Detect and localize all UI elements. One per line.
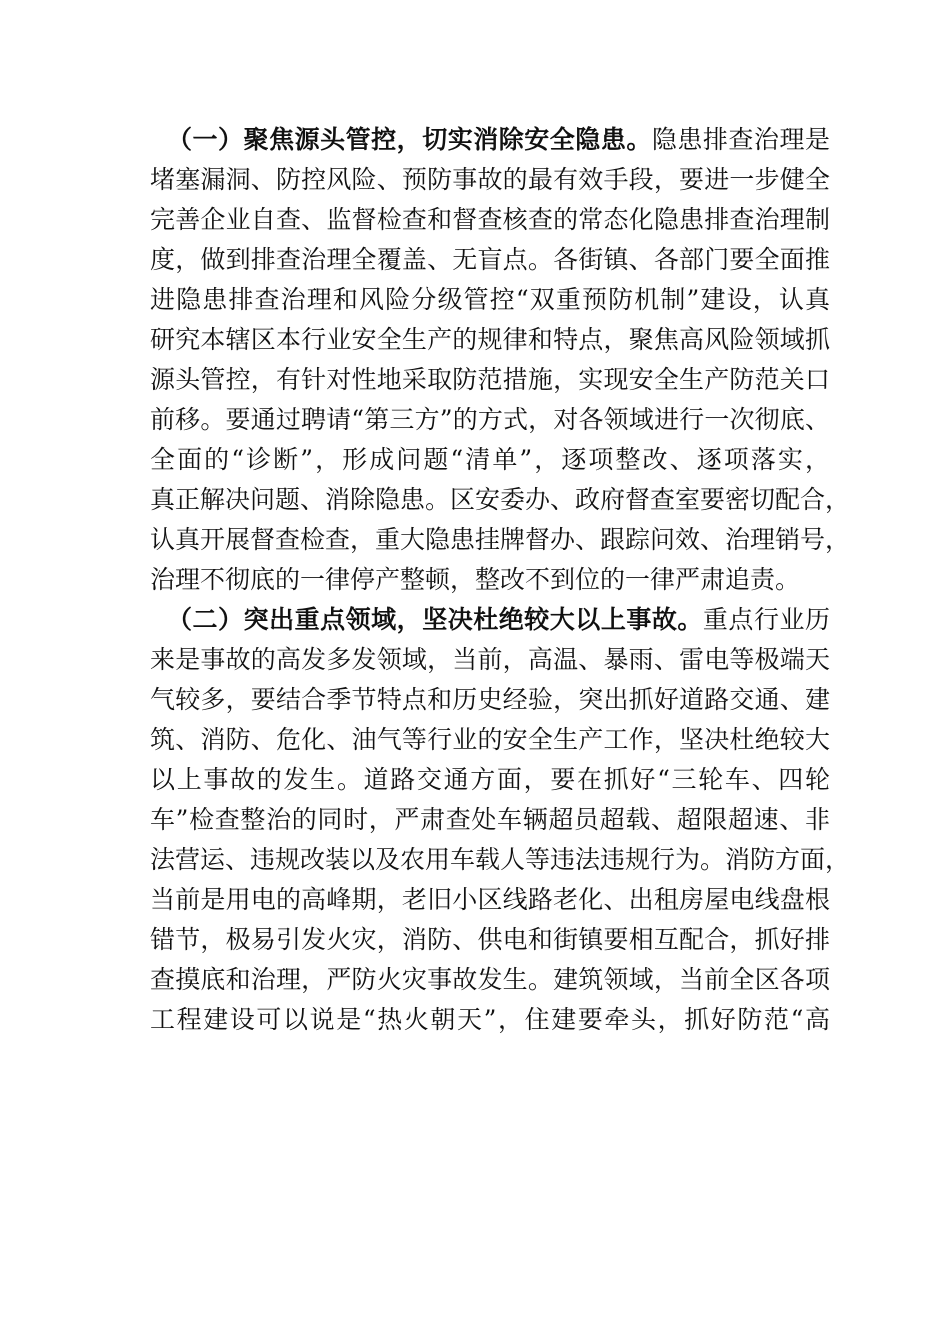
document-page (150, 120, 851, 1040)
text-line: 进隐患排查治理和风险分级管控“双重预防机制”建设，认真 (150, 285, 830, 314)
text-line: 研究本辖区本行业安全生产的规律和特点，聚焦高风险领域抓 (150, 325, 830, 354)
text-line: 当前是用电的高峰期，老旧小区线路老化、出租房屋电线盘根 (150, 885, 830, 914)
paragraph-section-1 (150, 120, 851, 600)
text-line: 法营运、违规改装以及农用车载人等违法违规行为。消防方面， (150, 845, 851, 874)
text-line: 以上事故的发生。道路交通方面，要在抓好“三轮车、四轮 (150, 765, 830, 794)
text-line: 治理不彻底的一律停产整顿，整改不到位的一律严肃追责。 (150, 565, 801, 594)
text-line: 源头管控，有针对性地采取防范措施，实现安全生产防范关口 (150, 365, 830, 394)
section-heading: （一）聚焦源头管控，切实消除安全隐患。 (167, 125, 652, 154)
paragraph-first-line (150, 120, 830, 160)
text-line: 真正解决问题、消除隐患。区安委办、政府督查室要密切配合， (150, 485, 851, 514)
text-line: 认真开展督查检查，重大隐患挂牌督办、跟踪问效、治理销号， (150, 525, 851, 554)
section-heading: （二）突出重点领域，坚决杜绝较大以上事故。 (167, 605, 703, 634)
text-line: 筑、消防、危化、油气等行业的安全生产工作，坚决杜绝较大 (150, 725, 830, 754)
text-line: 气较多，要结合季节特点和历史经验，突出抓好道路交通、建 (150, 685, 830, 714)
paragraph-section-2 (150, 600, 851, 1040)
text-line: 工程建设可以说是“热火朝天”，住建要牵头，抓好防范“高 (150, 1005, 830, 1034)
text-line: 车”检查整治的同时，严肃查处车辆超员超载、超限超速、非 (150, 805, 830, 834)
body-text: 隐患排查治理是 (651, 125, 830, 154)
text-line: 查摸底和治理，严防火灾事故发生。建筑领域，当前全区各项 (150, 965, 830, 994)
paragraph-first-line (150, 600, 830, 640)
text-line: 度，做到排查治理全覆盖、无盲点。各街镇、各部门要全面推 (150, 245, 830, 274)
text-line: 堵塞漏洞、防控风险、预防事故的最有效手段，要进一步健全 (150, 165, 830, 194)
text-line: 错节，极易引发火灾，消防、供电和街镇要相互配合，抓好排 (150, 925, 830, 954)
text-line: 全面的“诊断”，形成问题“清单”，逐项整改、逐项落实， (150, 445, 830, 474)
body-text: 重点行业历 (702, 605, 830, 634)
text-line: 来是事故的高发多发领域，当前，高温、暴雨、雷电等极端天 (150, 645, 830, 674)
text-line: 前移。要通过聘请“第三方”的方式，对各领域进行一次彻底、 (150, 405, 830, 434)
text-line: 完善企业自查、监督检查和督查核查的常态化隐患排查治理制 (150, 205, 830, 234)
